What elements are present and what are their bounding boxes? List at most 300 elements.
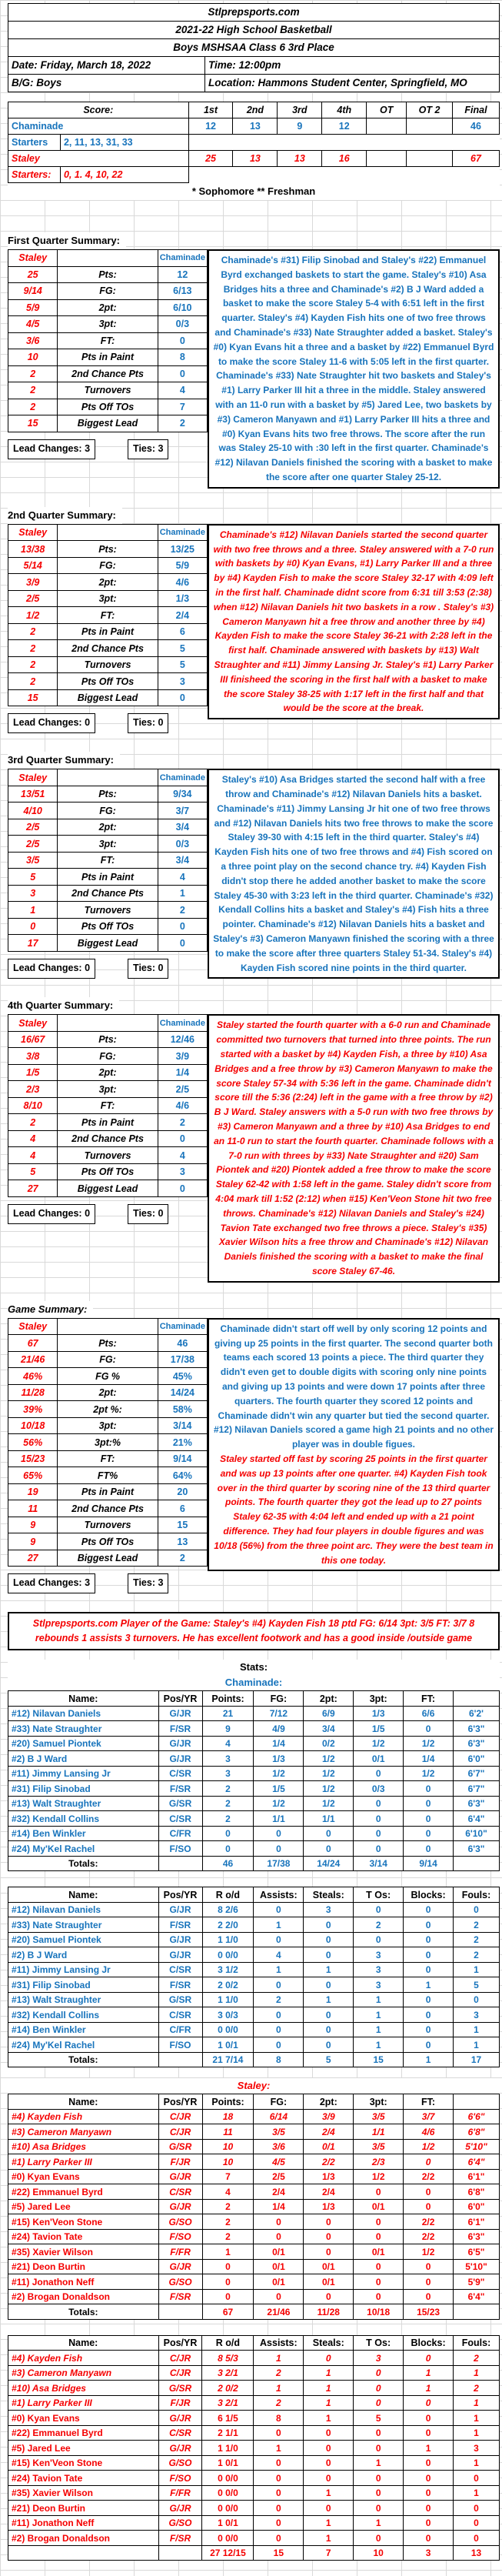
stat-value: 1/2: [304, 1781, 354, 1797]
stat-value: 11: [202, 2124, 254, 2140]
stat-value: 0: [304, 2037, 354, 2053]
stat-label: FT:: [58, 852, 158, 869]
stat-value: 6'6": [454, 2109, 500, 2124]
stat-label: 3pt:: [58, 836, 158, 853]
stat-value: 4: [254, 1947, 304, 1963]
starters-label: Starters: [8, 135, 61, 151]
stat-value: 1: [454, 2455, 500, 2471]
totals-label: Totals:: [8, 2052, 159, 2067]
chaminade-value: 12: [158, 266, 207, 283]
staley-value: 25: [8, 266, 58, 283]
stat-value: 0: [254, 2501, 304, 2516]
chaminade-value: 3: [158, 1163, 207, 1180]
summary-stats-column: [8, 1318, 208, 1594]
score-header: 3rd: [278, 102, 322, 118]
chaminade-value: 64%: [158, 1467, 207, 1484]
score-header: Final: [453, 102, 500, 118]
player-row: [8, 2007, 500, 2023]
staley-value: 10/18: [8, 1417, 58, 1434]
score-team-row: [8, 151, 500, 167]
score-table: [8, 102, 500, 183]
chaminade-value: 3/4: [158, 852, 207, 869]
player-name: #2) Brogan Donaldson: [8, 2289, 159, 2304]
staley-value: 2: [8, 365, 58, 382]
summary-body: [8, 769, 500, 979]
stat-value: 0: [404, 1781, 454, 1797]
stat-value: G/SR: [158, 2381, 202, 2396]
player-row: [8, 2289, 500, 2304]
chaminade-value: 3/14: [158, 1417, 207, 1434]
column-header: FT:: [404, 1691, 454, 1707]
stat-value: G/SO: [158, 2515, 202, 2531]
stat-value: 0/1: [254, 2274, 304, 2290]
player-row: [8, 2515, 500, 2531]
totals-row: [8, 2304, 500, 2320]
stats-section-title: Stats:: [8, 1660, 500, 1675]
stat-value: 6'0": [454, 2199, 500, 2214]
stat-label: 2nd Chance Pts: [58, 885, 158, 902]
totals-value: 13: [454, 2545, 500, 2561]
ties-box: Ties: 0: [128, 959, 168, 979]
player-name: #3) Cameron Manyawn: [8, 2365, 159, 2381]
chaminade-value: 6/13: [158, 283, 207, 300]
player-shooting-table-chaminade: [8, 1690, 500, 1871]
stat-value: 2 1/1: [202, 2425, 254, 2441]
lead-changes-row: [8, 439, 208, 459]
stat-value: 0: [354, 2184, 404, 2200]
stat-value: 0: [304, 2229, 354, 2244]
stat-value: 7: [202, 2169, 254, 2184]
stat-value: 1 1/0: [202, 1932, 254, 1947]
narrative-box: [208, 769, 500, 979]
stat-label: Pts:: [58, 1031, 158, 1048]
totals-value: [454, 1856, 500, 1871]
score-header: OT: [367, 102, 407, 118]
lead-changes-box: Lead Changes: 0: [8, 959, 95, 979]
stat-value: 1/1: [304, 1811, 354, 1827]
staley-value: 56%: [8, 1434, 58, 1451]
chaminade-column-header: Chaminade: [158, 250, 207, 267]
stat-value: 8 5/3: [202, 2351, 254, 2366]
player-row: [8, 1706, 500, 1721]
score-header-row: [8, 102, 500, 118]
stat-value: 10: [202, 2139, 254, 2154]
summary-stat-row: [8, 574, 208, 591]
stat-value: F/SO: [158, 2471, 202, 2486]
player-row: [8, 2485, 500, 2501]
stat-value: 0: [254, 2455, 304, 2471]
staley-value: 9/14: [8, 283, 58, 300]
stat-value: 10: [202, 2154, 254, 2170]
staley-value: 15: [8, 415, 58, 432]
staley-value: 39%: [8, 1401, 58, 1418]
player-name: #22) Emmanuel Byrd: [8, 2184, 159, 2200]
stat-value: 2: [454, 1947, 500, 1963]
stat-value: 0: [404, 2501, 454, 2516]
staley-value: 27: [8, 1550, 58, 1567]
player-name: #1) Larry Parker III: [8, 2154, 159, 2170]
stat-value: 0/1: [254, 2259, 304, 2274]
totals-value: 5: [304, 2052, 354, 2067]
summary-stat-row: [8, 640, 208, 657]
stat-value: 1/3: [304, 2199, 354, 2214]
staley-value: 67: [8, 1335, 58, 1352]
player-row: [8, 1796, 500, 1811]
stat-value: 1: [304, 2411, 354, 2426]
stat-value: 8: [254, 2411, 304, 2426]
stat-value: 0: [354, 2425, 404, 2441]
summary-stat-row: [8, 852, 208, 869]
player-row: [8, 2471, 500, 2486]
stat-value: 0: [304, 1917, 354, 1933]
stat-value: 6'3": [454, 1736, 500, 1751]
stat-value: 1/4: [254, 1736, 304, 1751]
stat-value: 1: [454, 2411, 500, 2426]
stat-value: 18: [202, 2109, 254, 2124]
stat-value: 1: [454, 1962, 500, 1977]
summary-section-3: [8, 752, 500, 979]
stat-value: 3: [304, 1902, 354, 1917]
summary-stat-row: [8, 266, 208, 283]
summary-stats-column: [8, 769, 208, 979]
stat-value: 1/2: [404, 2244, 454, 2260]
team-stats-label: Staley:: [8, 2078, 500, 2094]
stat-value: 1: [254, 1962, 304, 1977]
player-name: #2) B J Ward: [8, 1751, 159, 1767]
stat-value: 0: [254, 2007, 304, 2023]
stat-value: 0: [354, 1766, 404, 1781]
stat-value: 1: [354, 1992, 404, 2007]
chaminade-value: 2/5: [158, 1081, 207, 1098]
player-name: #21) Deon Burtin: [8, 2259, 159, 2274]
team-name: Staley: [8, 151, 189, 167]
staley-value: 13/38: [8, 541, 58, 558]
empty-cell: [58, 1318, 158, 1335]
chaminade-value: 2: [158, 415, 207, 432]
player-row: [8, 1917, 500, 1933]
staley-value: 10: [8, 349, 58, 366]
stat-value: 3 2/1: [202, 2395, 254, 2411]
player-row: [8, 1932, 500, 1947]
empty-cell: [188, 135, 499, 151]
stat-value: 0/1: [354, 2199, 404, 2214]
stat-value: 0 0/0: [202, 1947, 254, 1963]
column-header: 3pt:: [354, 1691, 404, 1707]
stat-value: 2: [202, 1796, 254, 1811]
stat-value: 0: [404, 2154, 454, 2170]
stat-value: 0: [254, 2289, 304, 2304]
staley-column-header: Staley: [8, 250, 58, 267]
summary-stat-row: [8, 1368, 208, 1385]
stat-label: Pts in Paint: [58, 869, 158, 886]
staley-value: 65%: [8, 1467, 58, 1484]
player-row: [8, 2531, 500, 2546]
narrative-text: Chaminade didn't start off well by only scoring 12 points and giving up 25 points in the first quarter. The second quarter both teams each scored 13 points a piece. The third quarter they didn't even get to double digits with scoring only nine points and giving up 13 points and were down 17 points after three quarters. The fourth quarter they scored 12 points and Chaminade didn't win any quarter but tied the second quarter. #12) Nilavan Daniels scored a game high 21 points and no other player was in double figues.: [213, 1323, 494, 1450]
stat-value: 0: [354, 2501, 404, 2516]
chaminade-value: 15: [158, 1517, 207, 1533]
stat-value: 0: [304, 1947, 354, 1963]
score-header: 4th: [322, 102, 367, 118]
stat-value: 1: [454, 2022, 500, 2037]
summary-section-4: [8, 997, 500, 1282]
stat-label: 2pt %:: [58, 1401, 158, 1418]
stat-value: 0/3: [354, 1781, 404, 1797]
narrative-text: Chaminade's #31) Filip Sinobad and Staley's #22) Emmanuel Byrd exchanged baskets to start the game. Staley's #10) Asa Bridges hits a three and Chaminade's #2) B J Ward added a basket to make the score Staley 5-4 with 6:51 left in the first quarter. Staley's #4) Kayden Fish hits one of two free throws and Chaminade's #33) Nate Straughter added a basket. Staley's #0) Kyan Evans hit a three and a basket by #22) Emmanuel Byrd to make the score Staley 11-6 with 5:05 left in the first quarter. Chaminade's #33) Nate Straughter hit two baskets and Staley's #1) Larry Parker III hit a three in the middle. Staley answered with an 11-0 run with a basket by #5) Jared Lee, two baskets by #3) Cameron Manyawn and #1) Larry Parker III hits a three and #0) Kyan Evans hits two free throws. The score after the run was Staley 25-10 with :30 left in the first quarter. Chaminade's #12) Nilavan Daniels finished the scoring with a basket to make the score after one quarter Staley 25-12.: [213, 255, 494, 482]
summary-body: [8, 1014, 500, 1282]
player-of-the-game: Stlprepsports.com Player of the Game: Staley's #4) Kayden Fish 18 ptd FG: 6/14 3pt: 3/5 FT: 3/7 8 rebounds 1 assists 3 turnovers. He has excellent footwork and has a good inside /outside game: [8, 1612, 500, 1650]
quarter-score: 13: [233, 118, 278, 135]
stat-value: 0: [404, 2485, 454, 2501]
player-row: [8, 1736, 500, 1751]
column-header: Blocks:: [404, 1887, 454, 1903]
stat-value: 6'3": [454, 1841, 500, 1857]
score-header: 2nd: [233, 102, 278, 118]
stat-label: FT:: [58, 607, 158, 624]
stat-value: 6/9: [304, 1706, 354, 1721]
player-name: #24) Tavion Tate: [8, 2471, 159, 2486]
summary-stat-row: [8, 786, 208, 802]
player-row: [8, 2109, 500, 2124]
quarter-score: 13: [233, 151, 278, 167]
chaminade-value: 2: [158, 1550, 207, 1567]
stat-value: 6'10": [454, 1826, 500, 1841]
column-header: Assists:: [254, 2335, 304, 2351]
player-row: [8, 1721, 500, 1737]
stat-value: 0: [202, 1826, 254, 1841]
narrative-text: Chaminade's #12) Nilavan Daniels started the second quarter with two free throws and a three. Staley answered with a 7-0 run with baskets by #0) Kyan Evans, #1) Larry Parker III and a three by #4) Kayden Fish to make the score Staley 32-17 with 4:09 left in the first half. Chaminade didnt score from 6:31 till 3:53 (2:38) when #12) Nilavan Daniels hit two baskets in a row . Staley's #3) Cameron Manyawn hit a free throw and another three by #4) Kayden Fish to make the score Staley 36-21 with 2:28 left in the first half. Chaminade answered with baskets by #13) Walt Straughter and #11) Jimmy Lansing Jr. Staley's #1) Larry Parker III finisheed the scoring in the first half with a basket to make the score Staley 38-25 with 1:17 left in the first half and that would be the score at the break.: [213, 529, 494, 714]
staley-value: 2: [8, 1114, 58, 1131]
stat-value: 1 0/1: [202, 2455, 254, 2471]
stat-value: 6'1": [454, 2214, 500, 2230]
staley-value: 2: [8, 623, 58, 640]
stat-value: G/SR: [158, 1796, 202, 1811]
staley-value: 5: [8, 1163, 58, 1180]
player-name: #14) Ben Winkler: [8, 1826, 159, 1841]
summary-stats-header: [8, 769, 208, 786]
stat-value: 0: [254, 2485, 304, 2501]
starters-label: Starters:: [8, 167, 61, 183]
stat-value: 1 1/0: [202, 2441, 254, 2456]
chaminade-value: 5/9: [158, 557, 207, 574]
stat-value: 0: [354, 2365, 404, 2381]
player-row: [8, 2214, 500, 2230]
stat-value: 0: [454, 2515, 500, 2531]
lead-changes-box: Lead Changes: 0: [8, 713, 95, 733]
stat-value: 2: [454, 1932, 500, 1947]
stat-value: F/FR: [158, 2485, 202, 2501]
player-name: #5) Jared Lee: [8, 2441, 159, 2456]
chaminade-value: 58%: [158, 1401, 207, 1418]
stat-value: 3: [202, 1751, 254, 1767]
stat-value: 0: [404, 2289, 454, 2304]
summary-stat-row: [8, 1384, 208, 1401]
stat-value: G/JR: [158, 1947, 202, 1963]
stat-value: 0: [404, 1841, 454, 1857]
stat-value: G/JR: [158, 1932, 202, 1947]
summary-stats-header: [8, 250, 208, 267]
player-name: #0) Kyan Evans: [8, 2411, 159, 2426]
stat-value: 6/14: [254, 2109, 304, 2124]
totals-label: [8, 2545, 159, 2561]
stat-value: 1/1: [354, 2124, 404, 2140]
stat-value: 0: [304, 2244, 354, 2260]
chaminade-value: 0: [158, 1180, 207, 1197]
staley-value: 21/46: [8, 1351, 58, 1368]
staley-value: 3: [8, 885, 58, 902]
player-row: [8, 1902, 500, 1917]
stat-value: 3: [354, 1977, 404, 1993]
stat-value: 2/4: [254, 2184, 304, 2200]
stat-value: 0: [354, 2214, 404, 2230]
stat-value: 0: [254, 2214, 304, 2230]
stat-value: 1/2: [354, 2169, 404, 2184]
chaminade-column-header: Chaminade: [158, 769, 207, 786]
starters-numbers: 2, 11, 13, 31, 33: [60, 135, 188, 151]
summary-stat-row: [8, 1064, 208, 1081]
column-header: Name:: [8, 2094, 159, 2110]
stat-value: 0: [404, 2007, 454, 2023]
stat-value: 0 0/0: [202, 2531, 254, 2546]
stat-value: G/JR: [158, 2169, 202, 2184]
column-header: Pos/YR: [158, 2335, 202, 2351]
stat-value: 2: [354, 1917, 404, 1933]
stat-value: 1/2: [254, 1796, 304, 1811]
stat-value: 0: [404, 2351, 454, 2366]
player-table-header: [8, 1691, 500, 1707]
totals-value: 3: [404, 2545, 454, 2561]
score-header: OT 2: [407, 102, 453, 118]
summary-stat-row: [8, 283, 208, 300]
stat-value: F/SR: [158, 1977, 202, 1993]
stat-value: 4: [202, 1736, 254, 1751]
stat-label: 2nd Chance Pts: [58, 640, 158, 657]
chaminade-value: 4/6: [158, 1097, 207, 1114]
player-name: #0) Kyan Evans: [8, 2169, 159, 2184]
player-row: [8, 2022, 500, 2037]
stat-value: 0: [304, 1841, 354, 1857]
stat-value: 6'0": [454, 1751, 500, 1767]
stat-value: 1: [304, 1992, 354, 2007]
final-score: 46: [453, 118, 500, 135]
stat-value: 1: [354, 2037, 404, 2053]
stat-value: 0: [404, 1721, 454, 1737]
chaminade-value: 14/24: [158, 1384, 207, 1401]
summary-stats-table: [8, 249, 208, 432]
stat-value: 0: [404, 2037, 454, 2053]
stat-value: 1/3: [254, 1751, 304, 1767]
stat-value: 0 0/0: [202, 2501, 254, 2516]
column-header: Blocks:: [404, 2335, 454, 2351]
stat-value: 0: [404, 1947, 454, 1963]
chaminade-value: 45%: [158, 1368, 207, 1385]
player-row: [8, 2244, 500, 2260]
stat-value: 0: [304, 2214, 354, 2230]
staley-value: 13/51: [8, 786, 58, 802]
totals-value: 21/46: [254, 2304, 304, 2320]
stat-value: 0/1: [254, 2244, 304, 2260]
chaminade-value: 0: [158, 935, 207, 952]
stat-value: 0: [304, 1826, 354, 1841]
staley-value: 2: [8, 656, 58, 673]
score-header: 1st: [188, 102, 233, 118]
team-stats-tables: [8, 1675, 500, 2561]
summary-stats-header: [8, 1318, 208, 1335]
staley-value: 4: [8, 1130, 58, 1147]
chaminade-value: 3/4: [158, 819, 207, 836]
player-row: [8, 1766, 500, 1781]
staley-value: 1/5: [8, 1064, 58, 1081]
lead-changes-row: [8, 1573, 208, 1593]
player-row: [8, 2154, 500, 2170]
stat-value: 0: [404, 1796, 454, 1811]
player-name: #31) Filip Sinobad: [8, 1781, 159, 1797]
summary-stats-column: [8, 1014, 208, 1224]
stat-value: 2/2: [404, 2169, 454, 2184]
stat-value: 0: [254, 1977, 304, 1993]
column-header: Name:: [8, 1691, 159, 1707]
stat-value: 0: [254, 2425, 304, 2441]
lead-changes-row: [8, 713, 208, 733]
player-row: [8, 1826, 500, 1841]
stat-value: 0: [304, 2007, 354, 2023]
stat-label: 2pt:: [58, 574, 158, 591]
summary-stat-row: [8, 1031, 208, 1048]
stat-label: Pts in Paint: [58, 1114, 158, 1131]
player-row: [8, 2441, 500, 2456]
stat-value: 0: [304, 2351, 354, 2366]
player-row: [8, 2124, 500, 2140]
totals-value: 7: [304, 2545, 354, 2561]
stat-label: 2nd Chance Pts: [58, 1500, 158, 1517]
totals-label: Totals:: [8, 1856, 159, 1871]
column-header: Name:: [8, 2335, 159, 2351]
stat-value: G/JR: [158, 2441, 202, 2456]
column-header: Steals:: [304, 2335, 354, 2351]
stat-value: 0: [454, 1992, 500, 2007]
player-row: [8, 2037, 500, 2053]
stat-value: 6'8": [454, 2124, 500, 2140]
column-header: 3pt:: [354, 2094, 404, 2110]
stat-label: 3pt:: [58, 1417, 158, 1434]
totals-row: [8, 1856, 500, 1871]
stat-value: 0: [404, 1902, 454, 1917]
summary-stat-row: [8, 902, 208, 919]
stat-value: G/JR: [158, 1706, 202, 1721]
totals-row: [8, 2545, 500, 2561]
staley-value: 4/10: [8, 802, 58, 819]
staley-value: 5/9: [8, 299, 58, 316]
stat-value: 0: [404, 2259, 454, 2274]
stat-value: 6'4": [454, 1811, 500, 1827]
stat-value: 1: [404, 2441, 454, 2456]
stat-label: FG:: [58, 1351, 158, 1368]
stat-value: 5: [354, 2411, 404, 2426]
chaminade-value: 13/25: [158, 541, 207, 558]
summary-stat-row: [8, 1130, 208, 1147]
lead-changes-box: Lead Changes: 3: [8, 1573, 95, 1593]
stat-value: 0: [404, 1917, 454, 1933]
lead-changes-row: [8, 1204, 208, 1224]
chaminade-value: 9/34: [158, 786, 207, 802]
stat-value: 0: [254, 2229, 304, 2244]
stat-value: 0: [304, 2501, 354, 2516]
stat-value: 1: [304, 2381, 354, 2396]
stat-value: 0: [354, 1841, 404, 1857]
summary-stat-row: [8, 365, 208, 382]
staley-value: 2/5: [8, 590, 58, 607]
totals-value: 3/14: [354, 1856, 404, 1871]
stat-value: 1 0/1: [202, 2037, 254, 2053]
